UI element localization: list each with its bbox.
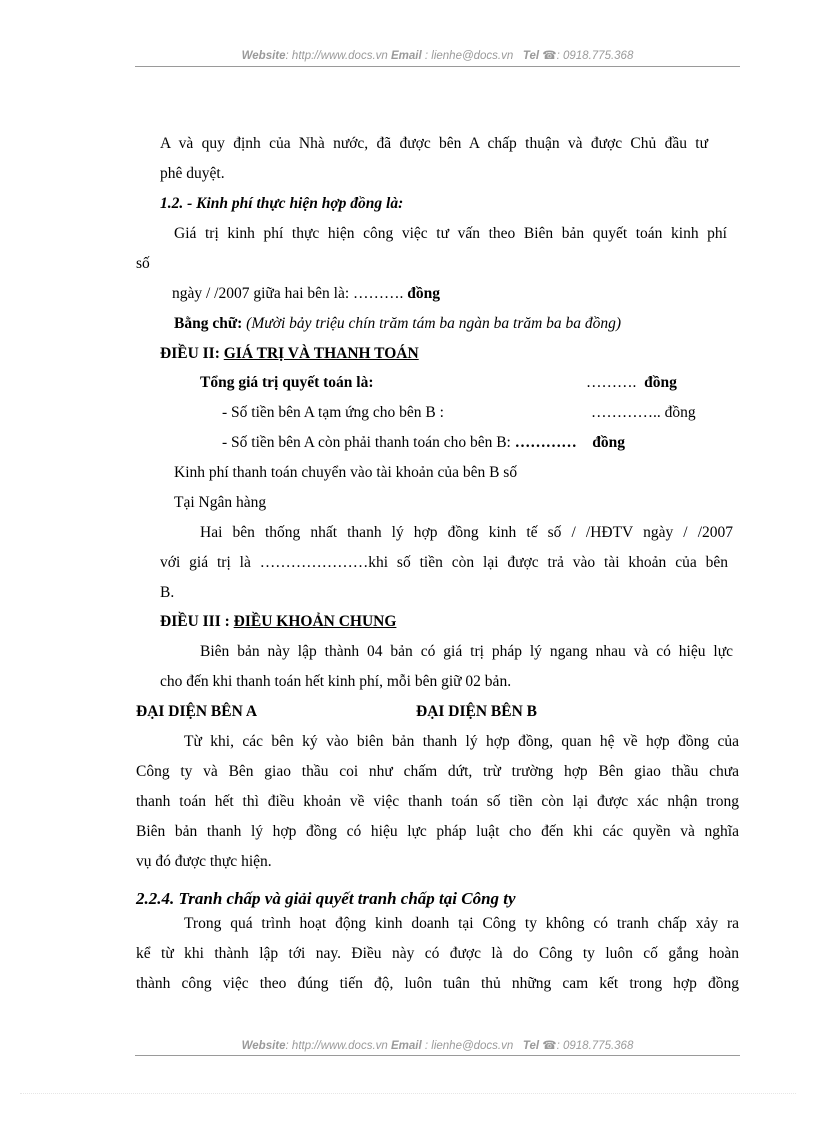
page-edge-divider — [20, 1093, 796, 1094]
text-line: Tại Ngân hàng — [174, 494, 267, 511]
text-line: Trong quá trình hoạt động kinh doanh tại Công ty không có tranh chấp xảy ra — [184, 915, 739, 932]
website-value: : http://www.docs.vn — [285, 1040, 388, 1052]
email-label: Email — [391, 50, 422, 62]
text-line: Từ khi, các bên ký vào biên bản thanh lý hợp đồng, quan hệ về hợp đồng của — [184, 733, 739, 750]
email-label: Email — [391, 1040, 422, 1052]
representative-b: ĐẠI DIỆN BÊN B — [416, 703, 538, 720]
text-line: Biên bản thanh lý hợp đồng có hiệu lực pháp luật cho đến khi các quyền và nghĩa — [136, 823, 739, 840]
phone-icon: ☎ — [542, 1040, 557, 1052]
dots: ………….. — [591, 404, 665, 421]
article-heading — [160, 344, 419, 364]
text-line: cho đến khi thanh toán hết kinh phí, mỗi bên giữ 02 bản. — [160, 673, 512, 690]
currency-unit: đồng — [644, 374, 677, 391]
text-line: Biên bản này lập thành 04 bản có giá trị pháp lý ngang nhau và có hiệu lực — [200, 643, 733, 660]
website-label: Website — [241, 50, 286, 62]
article-title: ĐIỀU KHOẢN CHUNG — [233, 613, 397, 630]
tel-value: : 0918.775.368 — [556, 50, 634, 62]
website-value: : http://www.docs.vn — [285, 50, 388, 62]
text-line — [174, 314, 621, 334]
currency-unit: đồng — [592, 434, 625, 451]
email-value: : lienhe@docs.vn — [421, 1040, 514, 1052]
text-line: thành công việc theo đúng tiến độ, luôn tuân thủ những cam kết trong hợp đồng — [136, 975, 739, 992]
article-heading — [160, 612, 396, 632]
text-line: B. — [160, 584, 175, 601]
tel-value: : 0918.775.368 — [556, 1040, 634, 1052]
website-label: Website — [241, 1040, 286, 1052]
text-line: Công ty và Bên giao thầu coi như chấm dứt, trừ trường hợp Bên giao thầu chưa — [136, 763, 739, 780]
advance-value — [591, 403, 696, 423]
total-label: Tổng giá trị quyết toán là: — [200, 374, 374, 391]
representative-a: ĐẠI DIỆN BÊN A — [136, 703, 258, 720]
text-line: vụ đó được thực hiện. — [136, 853, 272, 870]
advance-label: - Số tiền bên A tạm ứng cho bên B : — [222, 404, 444, 421]
amount-in-words: (Mười bảy triệu chín trăm tám ba ngàn ba trăm ba ba đồng) — [246, 315, 622, 332]
subsection-heading: 2.2.4. Tranh chấp và giải quyết tranh chấp tại Công ty — [136, 889, 516, 908]
total-value — [586, 373, 677, 393]
section-heading: 1.2. - Kinh phí thực hiện hợp đồng là: — [160, 195, 404, 212]
tel-label: Tel — [522, 1040, 540, 1052]
article-title: GIÁ TRỊ VÀ THANH TOÁN — [223, 345, 419, 362]
currency-unit: đồng — [664, 404, 696, 421]
header-rule — [135, 66, 740, 67]
dots: ………. — [586, 374, 641, 391]
label-in-words: Bằng chữ: — [174, 315, 247, 332]
email-value: : lienhe@docs.vn — [421, 50, 514, 62]
text-line: phê duyệt. — [160, 165, 225, 182]
text-segment: ngày / /2007 giữa hai bên là: ………. — [172, 285, 408, 302]
text-line: với giá trị là …………………khi số tiền còn lại được trả vào tài khoản của bên — [160, 554, 728, 571]
text-line: Kinh phí thanh toán chuyển vào tài khoản của bên B số — [174, 464, 518, 481]
page-footer — [135, 1038, 740, 1052]
currency-unit: đồng — [407, 285, 441, 302]
dots: ………… — [514, 434, 581, 451]
footer-rule — [135, 1055, 740, 1056]
text-segment: - Số tiền bên A còn phải thanh toán cho bên B: — [222, 434, 515, 451]
phone-icon: ☎ — [542, 50, 557, 62]
text-line: kể từ khi thành lập tới nay. Điều này có được là do Công ty luôn cố gắng hoàn — [136, 945, 739, 962]
remaining-label — [222, 433, 625, 453]
article-number: ĐIỀU II: — [160, 345, 224, 362]
text-line: A và quy định của Nhà nước, đã được bên A chấp thuận và được Chủ đầu tư — [160, 135, 708, 152]
text-line: Giá trị kinh phí thực hiện công việc tư vấn theo Biên bản quyết toán kinh phí — [174, 225, 727, 242]
text-line — [172, 284, 440, 304]
text-line: thanh toán hết thì điều khoản về việc thanh toán số tiền còn lại được xác nhận trong — [136, 793, 739, 810]
text-line: số — [136, 255, 150, 272]
tel-label: Tel — [522, 50, 540, 62]
article-number: ĐIỀU III : — [160, 613, 234, 630]
text-line: Hai bên thống nhất thanh lý hợp đồng kinh tế số / /HĐTV ngày / /2007 — [200, 524, 733, 541]
page-header — [135, 48, 740, 62]
